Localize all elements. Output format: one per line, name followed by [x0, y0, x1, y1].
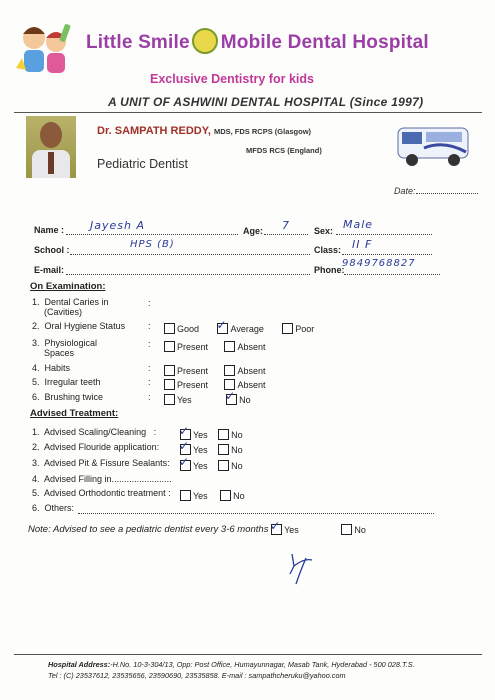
header-divider	[14, 112, 482, 113]
doctor-degrees: MDS, FDS RCPS (Glasgow)	[213, 127, 312, 136]
footer-divider	[14, 654, 482, 655]
doctor-role: Pediatric Dentist	[97, 157, 189, 171]
checkmark-icon: ✓	[270, 519, 281, 533]
checkbox-sealants-yes[interactable]	[179, 455, 191, 471]
school-field-line[interactable]	[70, 243, 310, 255]
checkbox-fluoride-yes[interactable]	[179, 439, 191, 455]
checkmark-icon: ✓	[179, 439, 190, 454]
school-label: School :	[34, 245, 70, 255]
age-value: 7	[282, 219, 290, 232]
checkbox-irregular-present[interactable]	[164, 379, 175, 390]
checkbox-average[interactable]	[216, 318, 228, 334]
treatment-item-others: 6. Others:	[32, 503, 75, 513]
treatment-item-scaling: 1. Advised Scaling/Cleaning :	[32, 427, 157, 437]
examination-heading: On Examination:	[30, 281, 106, 292]
checkbox-orthodontic-no[interactable]	[220, 490, 231, 501]
exam-item-brushing: 6. Brushing twice	[32, 392, 104, 402]
email-label: E-mail:	[34, 265, 65, 275]
tooth-logo-icon	[192, 28, 218, 54]
others-field-line[interactable]	[78, 502, 434, 514]
spaces-options: Present Absent	[164, 338, 266, 356]
exam-item-spaces: 3. Physiological Spaces	[32, 338, 98, 358]
date-field[interactable]: Date:	[394, 186, 478, 196]
doctor-photo	[26, 116, 76, 178]
checkmark-icon: ✓	[216, 318, 227, 333]
checkbox-note-yes[interactable]	[270, 519, 282, 535]
treatment-item-filling: 4. Advised Filling in........................	[32, 474, 172, 484]
phone-label: Phone:	[314, 265, 345, 275]
exam-item-irregular-teeth: 5. Irregular teeth	[32, 377, 101, 387]
scaling-options: ✓ Yes No	[179, 424, 243, 440]
checkmark-icon: ✓	[179, 455, 190, 470]
checkbox-spaces-absent[interactable]	[224, 341, 235, 352]
footer-contact: Hospital Address:-H.No. 10-3-304/13, Opp: Post Office, Humayunnagar, Masab Tank, Hyderabad - 500 028.T.S. Tel : (C) 23537612, 23535656, 23590690, 23535858. E-mail : sampathcheruku@yahoo.com	[48, 660, 415, 680]
name-value: Jayesh A	[90, 219, 145, 232]
irregular-teeth-options: Present Absent	[164, 376, 266, 394]
checkmark-icon: ✓	[225, 389, 236, 404]
kids-logo-illustration	[12, 18, 78, 80]
doctor-signature	[286, 550, 316, 586]
exam-item-oral-hygiene: 2. Oral Hygiene Status	[32, 321, 126, 331]
doctor-degrees-2: MFDS RCS (England)	[246, 146, 322, 155]
checkbox-sealants-no[interactable]	[218, 460, 229, 471]
checkbox-scaling-no[interactable]	[218, 429, 229, 440]
orthodontic-options: Yes No	[180, 487, 245, 505]
checkbox-brushing-no[interactable]	[225, 389, 237, 405]
phone-value: 9849768827	[342, 258, 416, 269]
oral-hygiene-options: Good ✓ Average Poor	[164, 320, 314, 338]
checkbox-habits-present[interactable]	[164, 365, 175, 376]
sex-label: Sex:	[314, 226, 334, 236]
followup-note: Note: Advised to see a pediatric dentist every 3-6 months ✓ Yes No	[28, 519, 366, 536]
mobile-dental-bus-illustration	[394, 118, 474, 170]
clinic-title: Little Smile Mobile Dental Hospital	[86, 30, 429, 56]
checkbox-spaces-present[interactable]	[164, 341, 175, 352]
habits-options: Present Absent	[164, 362, 266, 380]
checkbox-habits-absent[interactable]	[224, 365, 235, 376]
checkmark-icon: ✓	[179, 424, 190, 439]
checkbox-fluoride-no[interactable]	[218, 444, 229, 455]
exam-item-habits: 4. Habits	[32, 363, 71, 373]
clinic-tagline: Exclusive Dentistry for kids	[150, 72, 314, 86]
parent-hospital-line: A UNIT OF ASHWINI DENTAL HOSPITAL (Since 1997)	[108, 95, 424, 109]
doctor-name: Dr. SAMPATH REDDY, MDS, FDS RCPS (Glasgow)	[97, 125, 312, 137]
checkbox-orthodontic-yes[interactable]	[180, 490, 191, 501]
checkbox-good[interactable]	[164, 323, 175, 334]
fluoride-options: ✓ Yes No	[179, 439, 243, 455]
sex-value: Male	[343, 218, 374, 231]
name-label: Name :	[34, 225, 65, 235]
school-value: HPS (B)	[130, 239, 175, 250]
sealants-options: ✓ Yes No	[179, 455, 243, 471]
class-value: II F	[352, 238, 373, 251]
class-label: Class:	[314, 245, 342, 255]
treatment-heading: Advised Treatment:	[30, 408, 119, 419]
treatment-item-sealants: 3. Advised Pit & Fissure Sealants:	[32, 458, 170, 468]
age-label: Age:	[243, 226, 263, 236]
exam-item-caries: 1. Dental Caries in (Cavities)	[32, 297, 109, 317]
email-field-line[interactable]	[66, 263, 310, 275]
brushing-options: Yes ✓ No	[164, 391, 251, 409]
checkbox-poor[interactable]	[282, 323, 293, 334]
checkbox-note-no[interactable]	[341, 524, 352, 535]
treatment-item-orthodontic: 5. Advised Orthodontic treatment :	[32, 488, 171, 498]
checkbox-brushing-yes[interactable]	[164, 394, 175, 405]
treatment-item-fluoride: 2. Advised Flouride application:	[32, 442, 160, 452]
